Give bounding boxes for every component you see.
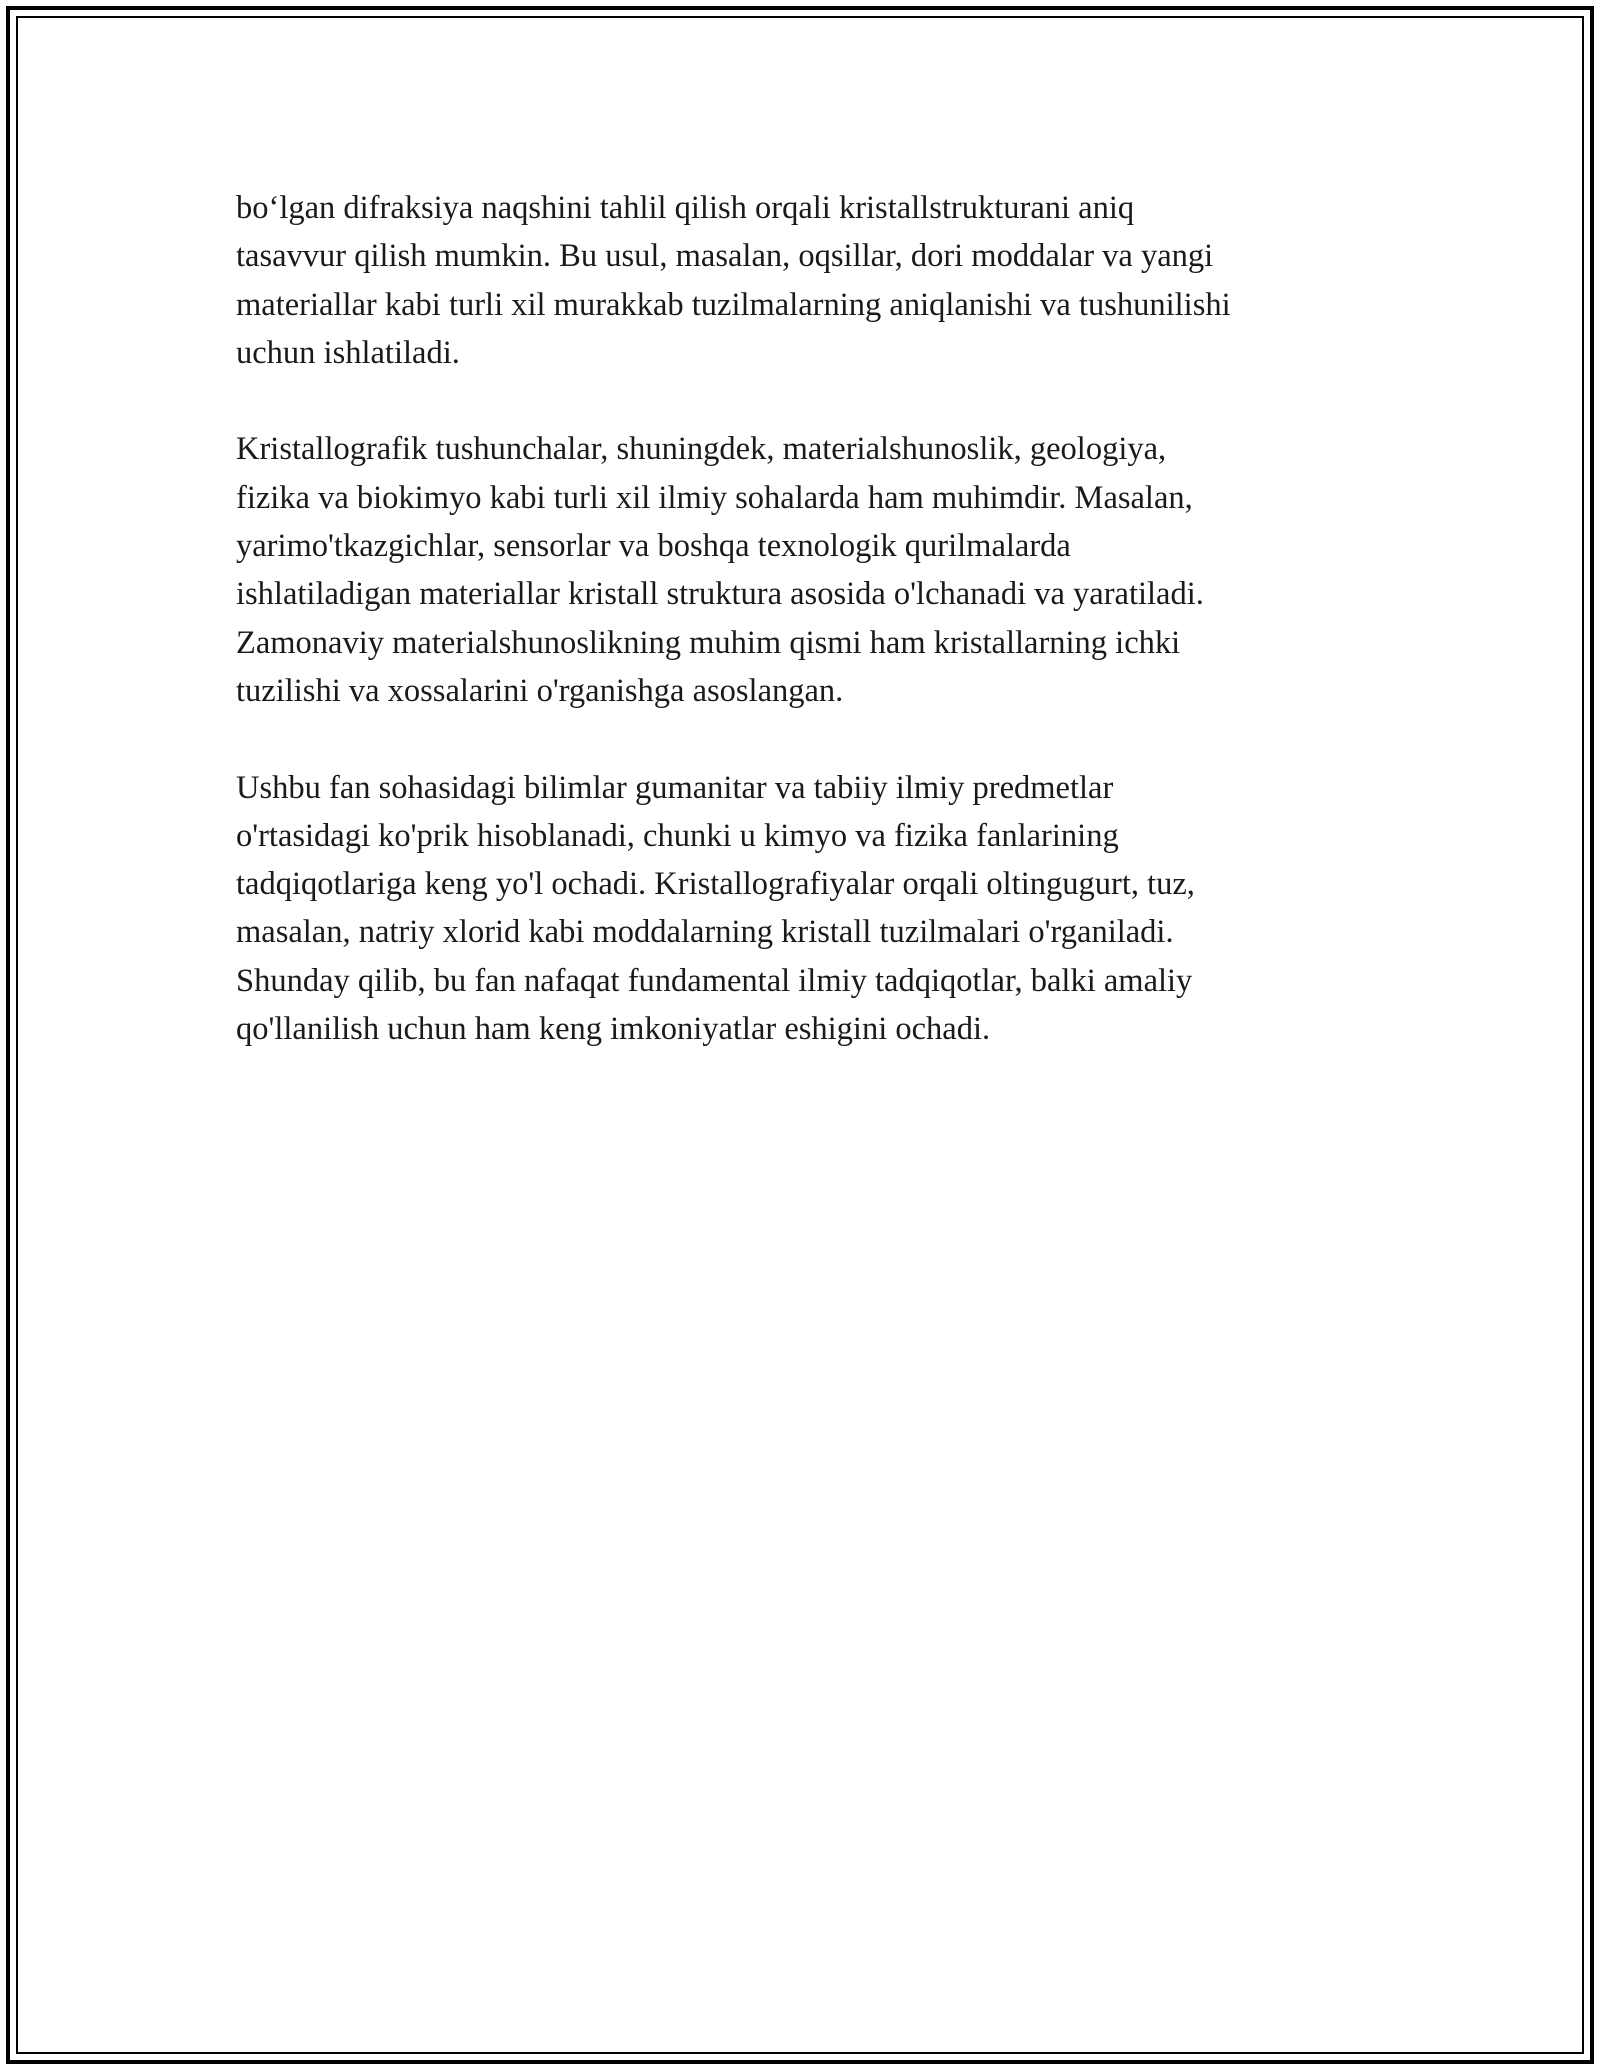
text-line: ishlatiladigan materiallar kristall struktura asosida o'lchanadi va yaratiladi. (236, 576, 1204, 613)
text-line: yarimo'tkazgichlar, sensorlar va boshqa texnologik qurilmalarda (236, 528, 1071, 565)
text-line: materiallar kabi turli xil murakkab tuzilmalarning aniqlanishi va tushunilishi (236, 286, 1231, 323)
text-line: Ushbu fan sohasidagi bilimlar gumanitar va tabiiy ilmiy predmetlar (236, 769, 1114, 806)
text-line: tasavvur qilish mumkin. Bu usul, masalan, oqsillar, dori moddalar va yangi (236, 238, 1214, 275)
text-line: fizika va biokimyo kabi turli xil ilmiy sohalarda ham muhimdir. Masalan, (236, 479, 1193, 516)
text-line: uchun ishlatiladi. (236, 334, 460, 371)
text-line: tuzilishi va xossalarini o'rganishga asoslangan. (236, 672, 844, 709)
text-line: bo‘lgan difraksiya naqshini tahlil qilish orqali kristallstrukturani aniq (236, 190, 1135, 226)
text-line: Shunday qilib, bu fan nafaqat fundamental ilmiy tadqiqotlar, balki amaliy (236, 962, 1193, 999)
text-line: Zamonaviy materialshunoslikning muhim qismi ham kristallarning ichki (236, 624, 1181, 661)
text-line: o'rtasidagi ko'prik hisoblanadi, chunki u kimyo va fizika fanlarining (236, 817, 1119, 854)
document-body (236, 184, 1366, 1053)
paragraph-2 (236, 425, 1366, 715)
text-line: masalan, natriy xlorid kabi moddalarning kristall tuzilmalari o'rganiladi. (236, 914, 1174, 951)
paragraph-3 (236, 764, 1366, 1054)
text-line: qo'llanilish uchun ham keng imkoniyatlar eshigini ochadi. (236, 1011, 991, 1048)
text-line: Kristallografik tushunchalar, shuningdek, materialshunoslik, geologiya, (236, 431, 1167, 468)
paragraph-1 (236, 184, 1366, 377)
text-line: tadqiqotlariga keng yo'l ochadi. Kristallografiyalar orqali oltingugurt, tuz, (236, 866, 1195, 903)
